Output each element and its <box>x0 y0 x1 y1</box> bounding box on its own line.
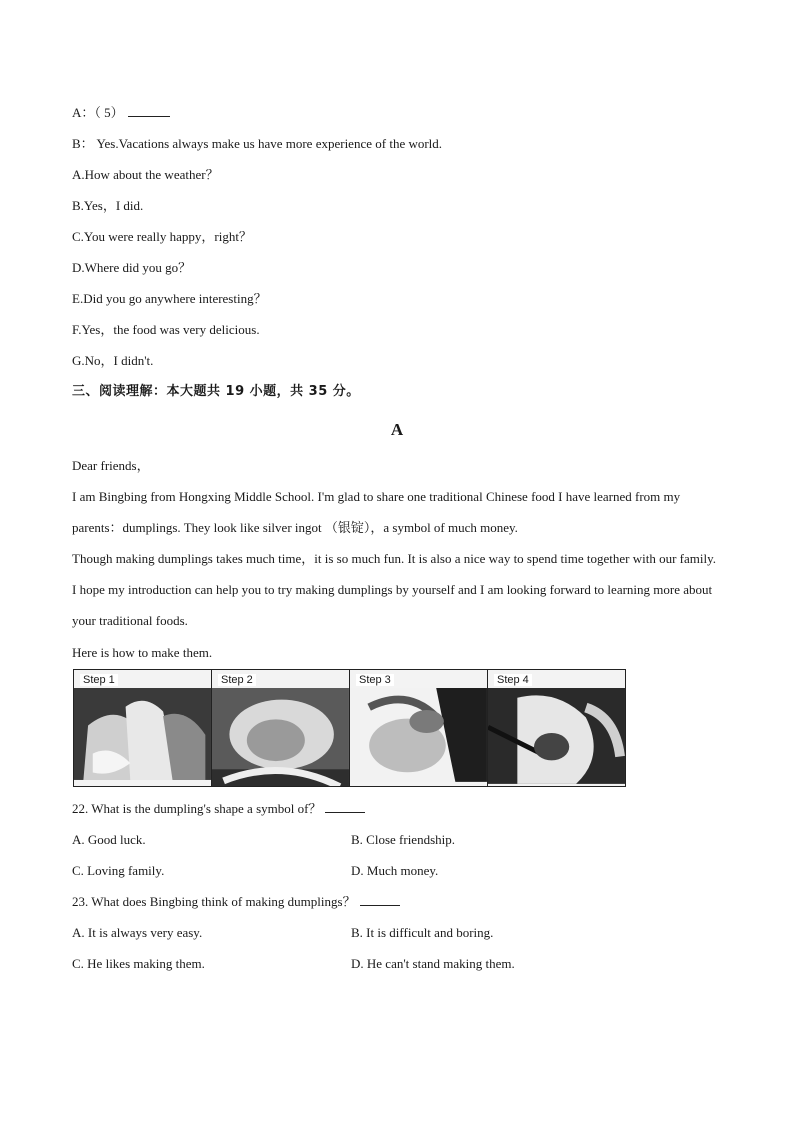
step-3-photo <box>350 688 487 782</box>
answer-blank <box>128 106 170 117</box>
section-title: 三、阅读理解：本大题共 19 小题，共 35 分。 <box>72 384 360 399</box>
step-2-panel <box>212 670 350 786</box>
dialogue-option-e: E.Did you go anywhere interesting？ <box>72 291 267 306</box>
step-3-panel <box>350 670 488 786</box>
dialogue-option-b: B.Yes，I did. <box>72 198 144 213</box>
dialogue-a-line <box>72 105 170 121</box>
step-4-label: Step 4 <box>494 674 532 686</box>
step-1-panel <box>74 670 212 786</box>
dialogue-a-text: A：（ 5） <box>72 105 124 120</box>
q23-option-a: A. It is always very easy. <box>72 925 203 940</box>
step-4-panel <box>488 670 625 786</box>
answer-blank <box>325 802 365 813</box>
passage-heading: A <box>390 420 404 439</box>
q22-option-d: D. Much money. <box>351 863 439 878</box>
dumpling-steps-figure <box>73 669 626 787</box>
step-1-label: Step 1 <box>80 674 118 686</box>
question-22 <box>72 801 365 817</box>
step-4-photo <box>488 688 625 784</box>
step-3-label: Step 3 <box>356 674 394 686</box>
q22-option-c: C. Loving family. <box>72 863 165 878</box>
dialogue-option-d: D.Where did you go？ <box>72 260 192 275</box>
question-22-stem: 22. What is the dumpling's shape a symbol of？ <box>72 801 322 816</box>
step-1-photo <box>74 688 211 780</box>
passage-paragraph-3: Here is how to make them. <box>72 645 213 660</box>
passage-paragraph-1: I am Bingbing from Hongxing Middle School. I'm glad to share one traditional Chinese food I have learned from my parents：dumplings. They look like silver ingot （银锭），a symbol of much money. <box>72 489 681 535</box>
answer-blank <box>360 895 400 906</box>
q23-option-c: C. He likes making them. <box>72 956 205 971</box>
dialogue-option-a: A.How about the weather？ <box>72 167 219 182</box>
q22-option-a: A. Good luck. <box>72 832 146 847</box>
dialogue-option-f: F.Yes，the food was very delicious. <box>72 322 260 337</box>
q23-option-d: D. He can't stand making them. <box>351 956 515 971</box>
dialogue-option-g: G.No，I didn't. <box>72 353 154 368</box>
passage-paragraph-2: Though making dumplings takes much time，it is so much fun. It is also a nice way to spend time together with our family. I hope my introduction can help you to try making dumplings by yourself and I am looking forward to learning more about your traditional foods. <box>72 551 716 628</box>
salutation: Dear friends， <box>72 458 150 473</box>
step-2-label: Step 2 <box>218 674 256 686</box>
dialogue-b-line: B： Yes.Vacations always make us have more experience of the world. <box>72 136 443 151</box>
step-2-photo <box>212 688 349 786</box>
q22-option-b: B. Close friendship. <box>351 832 455 847</box>
question-23 <box>72 894 400 910</box>
dialogue-option-c: C.You were really happy，right？ <box>72 229 252 244</box>
q23-option-b: B. It is difficult and boring. <box>351 925 494 940</box>
question-23-stem: 23. What does Bingbing think of making dumplings？ <box>72 894 356 909</box>
